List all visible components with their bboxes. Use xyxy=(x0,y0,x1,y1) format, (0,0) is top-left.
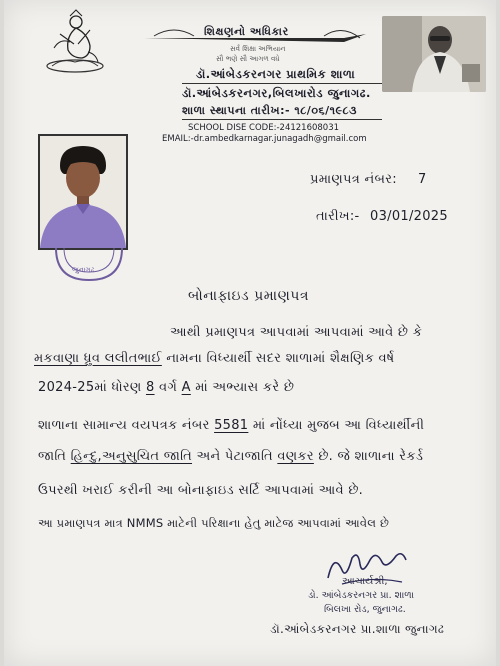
certificate-title: બોનાફાઇડ પ્રમાણપત્ર xyxy=(188,288,309,304)
gr-number: 5581 xyxy=(214,418,249,433)
stamp-title: આચાર્યશ્રી, xyxy=(342,576,388,587)
standard: 8 xyxy=(145,380,155,395)
body-line-2 xyxy=(34,351,394,366)
body-line-1: આથી પ્રમાણપત્ર આપવામાં આપવામાં આવે છે કે xyxy=(170,325,423,340)
body-line-5-b: અને પેટાજાતિ xyxy=(196,449,273,464)
student-photo xyxy=(38,134,128,250)
stamp-city: જુનાગઢ xyxy=(72,266,95,274)
established-date: શાળા સ્થાપના તારીખ:- ૧૮/૦૬/૧૯૮૩ xyxy=(182,104,357,117)
school-email: EMAIL:-dr.ambedkarnagar.junagadh@gmail.com xyxy=(162,134,367,144)
body-line-7: આ પ્રમાણપત્ર માત્ર NMMS માટેની પરિક્ષાના હેતુ માટેજ આપવામાં આવેલ છે xyxy=(38,516,390,530)
subcaste: વણકર xyxy=(277,449,314,464)
academic-year: 2024-25 xyxy=(38,380,95,395)
header-rule xyxy=(182,83,382,84)
signature-footer: ડૉ.આંબેડકરનગર પ્રા.શાળા જુનાગઢ xyxy=(270,622,445,636)
saraswati-logo xyxy=(40,8,110,76)
dise-code: SCHOOL DISE CODE:-24121608031 xyxy=(188,123,340,133)
student-name: મકવાણા ધ્રુવ લલીતભાઈ xyxy=(34,351,162,366)
body-line-5-c: છે. જે શાળાના રેકર્ડ xyxy=(318,449,424,464)
school-address: ડૉ.આંબેડકરનગર,બિલખારોડ જુનાગઢ. xyxy=(182,86,371,100)
body-line-2-text: નામના વિધ્યાર્થી સદર શાળામાં શૈક્ષણિક વર્ષ xyxy=(166,351,395,366)
certificate-number-label: પ્રમાણપત્ર નંબર: xyxy=(310,172,397,187)
certificate-number: 7 xyxy=(418,172,427,187)
certificate-date: 03/01/2025 xyxy=(370,209,448,224)
tagline-1: સર્વ શિક્ષા અભિયાન xyxy=(230,45,286,53)
body-line-3-b: વર્ગ xyxy=(158,380,178,395)
body-line-5-a: જાતિ xyxy=(38,449,67,464)
body-line-4 xyxy=(38,418,424,433)
tagline-2: સૌ ભણે સૌ આગળ વધે xyxy=(216,55,280,63)
body-line-3 xyxy=(38,380,294,395)
stamp-line-1: ડો. આંબેડકરનગર પ્રા. શાળા xyxy=(308,590,415,601)
ambedkar-portrait xyxy=(382,16,486,92)
date-label: તારીખ:- xyxy=(316,209,360,224)
body-line-4-a: શાળાના સામાન્ય વયપત્રક નંબર xyxy=(38,418,210,433)
stamp-line-2: બિલખા રોડ, જુનાગઢ. xyxy=(324,604,406,615)
header-rule-2 xyxy=(182,119,382,120)
school-name: ડૉ.આંબેડકરનગર પ્રાથમિક શાળા xyxy=(196,67,356,81)
division: A xyxy=(181,380,191,395)
caste: હિન્દુ,અનુસુચિત જાતિ xyxy=(70,449,193,464)
body-line-3-a: માં ધોરણ xyxy=(94,380,142,395)
banner-text: શિક્ષણનો અધિકાર xyxy=(204,25,289,38)
body-line-4-b: માં નોંધ્યા મુજબ આ વિધ્યાર્થીની xyxy=(252,418,425,433)
body-line-3-c: માં અભ્યાસ કરે છે xyxy=(195,380,295,395)
certificate-sheet xyxy=(4,0,496,666)
school-round-stamp xyxy=(50,240,128,284)
body-line-5 xyxy=(38,449,423,464)
body-line-6: ઉપરથી ખરાઈ કરીની આ બોનાફાઇડ સર્ટિ આપવામાં આવે છે. xyxy=(38,483,364,498)
